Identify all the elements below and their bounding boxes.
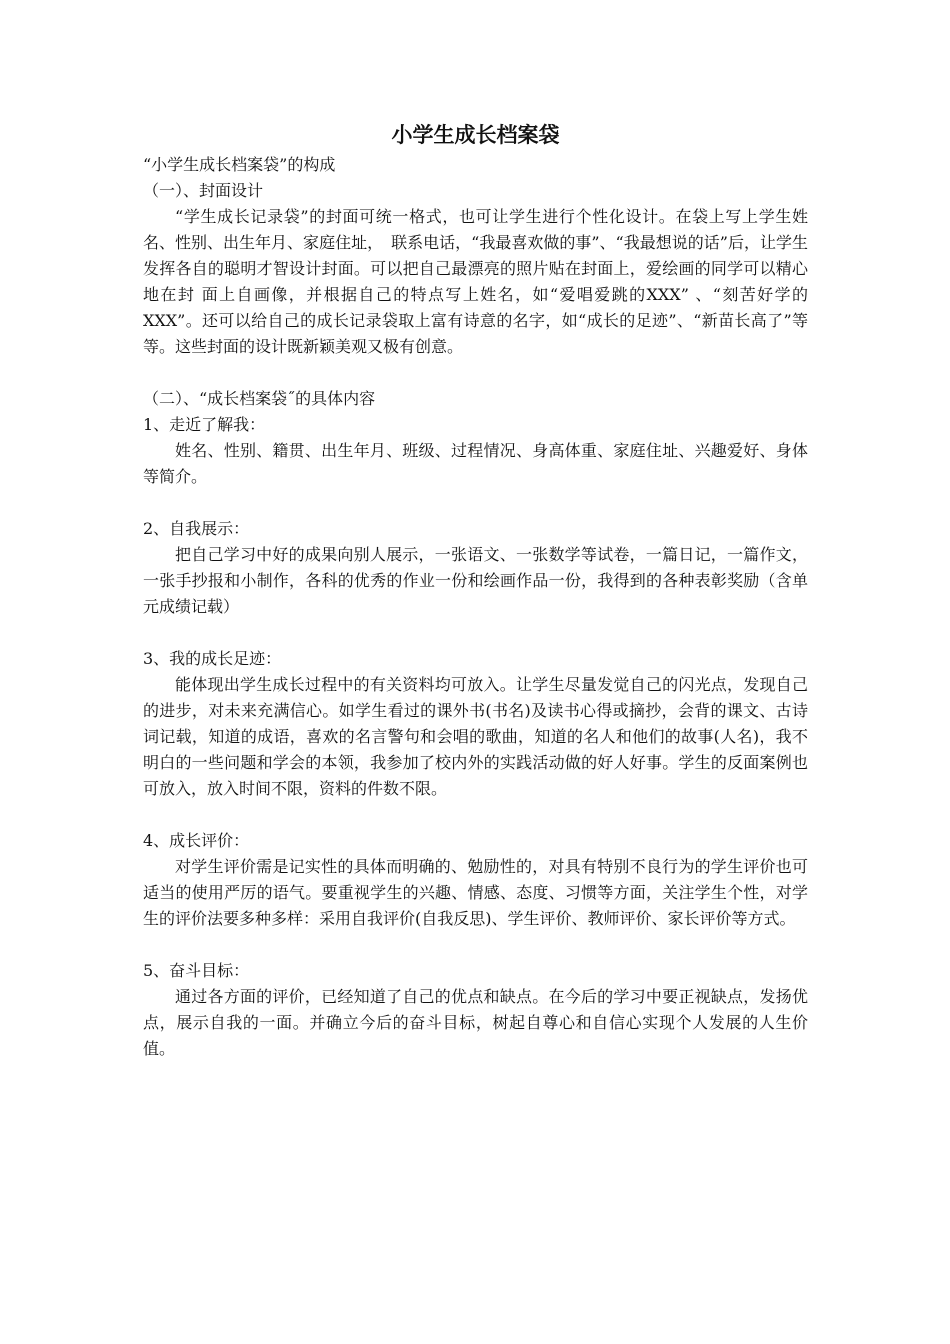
section2-heading: （二）、“成长档案袋˝的具体内容 [143,389,376,408]
spacer [143,802,808,828]
item1-heading: 1、走近了解我： [143,415,266,434]
item3-body: 能体现出学生成长过程中的有关资料均可放入。让学生尽量发觉自己的闪光点，发现自己的进步，对未来充满信心。如学生看过的课外书(书名)及读书心得或摘抄，会背的课文、古诗词记载，知道的成语，喜欢的名言警句和会唱的歌曲，知道的名人和他们的故事(人名)，我不明白的一些问题和学会的本领，我参加了校内外的实践活动做的好人好事。学生的反面案例也可放入，放入时间不限，资料的件数不限。 [143,675,808,798]
spacer [143,360,808,386]
item4-heading: 4、成长评价： [143,831,250,850]
item2-heading: 2、自我展示： [143,519,250,538]
spacer [143,490,808,516]
item5-body: 通过各方面的评价，已经知道了自己的优点和缺点。在今后的学习中要正视缺点，发扬优点，展示自我的一面。并确立今后的奋斗目标，树起自尊心和自信心实现个人发展的人生价值。 [143,987,808,1058]
item5-heading: 5、奋斗目标： [143,961,250,980]
item2-body: 把自己学习中好的成果向别人展示，一张语文、一张数学等试卷，一篇日记，一篇作文，一张手抄报和小制作，各科的优秀的作业一份和绘画作品一份，我得到的各种表彰奖励（含单元成绩记载） [143,545,808,616]
document-title: 小学生成长档案袋 [391,123,560,147]
intro-line: “小学生成长档案袋”的构成 [143,155,336,174]
section1-heading: （一）、封面设计 [143,181,264,200]
spacer [143,932,808,958]
spacer [143,620,808,646]
item4-body: 对学生评价需是记实性的具体而明确的、勉励性的，对具有特别不良行为的学生评价也可适当的使用严厉的语气。要重视学生的兴趣、情感、态度、习惯等方面，关注学生个性，对学生的评价法要多种多样：采用自我评价(自我反思)、学生评价、教师评价、家长评价等方式。 [143,857,808,928]
item3-heading: 3、我的成长足迹： [143,649,282,668]
document-page [143,118,808,1062]
item1-body: 姓名、性别、籍贯、出生年月、班级、过程情况、身高体重、家庭住址、兴趣爱好、身体等简介。 [143,441,808,486]
section1-body: “学生成长记录袋”的封面可统一格式，也可让学生进行个性化设计。在袋上写上学生姓名、性别、出生年月、家庭住址， 联系电话，“我最喜欢做的事”、“我最想说的话”后，让学生发挥各自的聪明才智设计封面。可以把自己最漂亮的照片贴在封面上，爱绘画的同学可以精心地在封 面上自画像，并根据自己的特点写上姓名，如“爱唱爱跳的XXX” 、“刻苦好学的XXX”。还可以给自己的成长记录袋取上富有诗意的名字，如“成长的足迹”、“新苗长高了”等等。这些封面的设计既新颖美观又极有创意。 [143,207,808,356]
